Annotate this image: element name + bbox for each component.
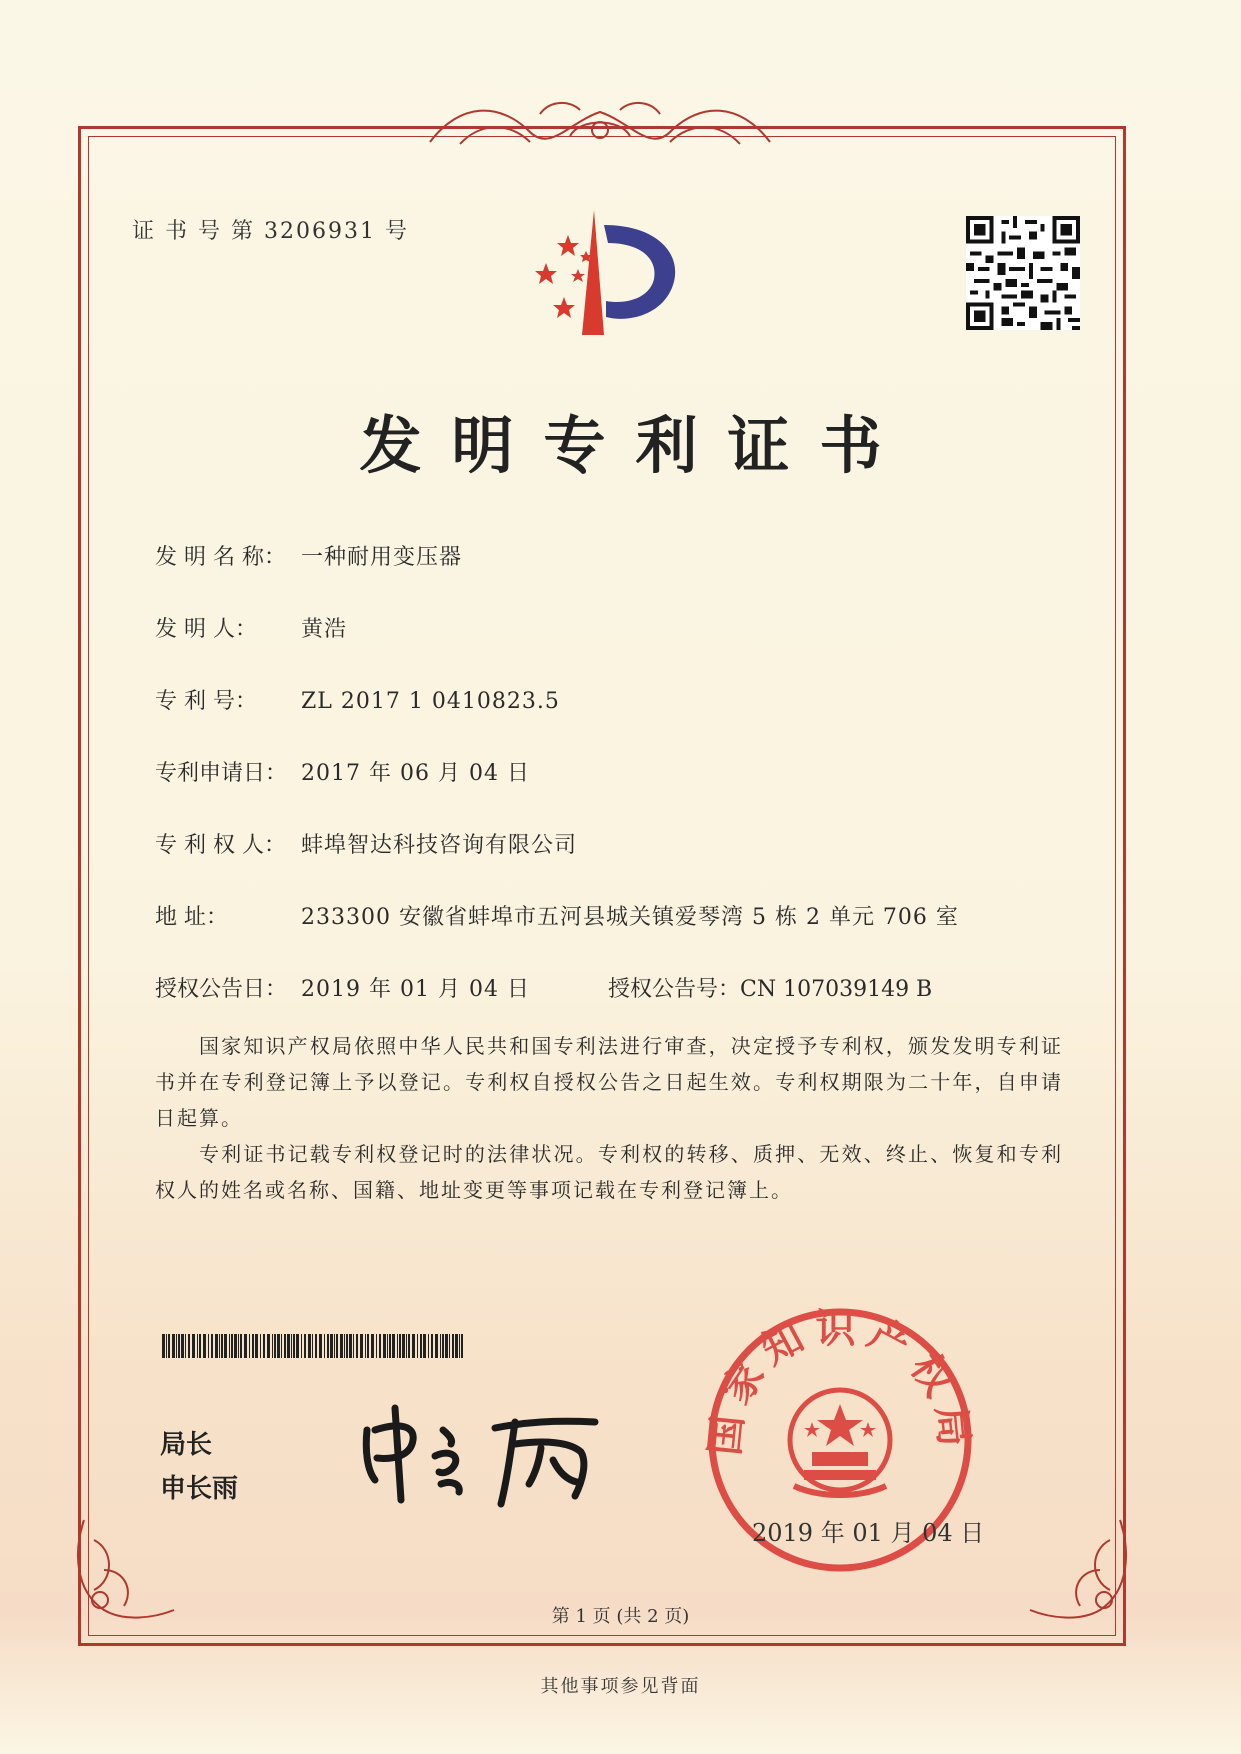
field-label: 发 明 人： (155, 617, 257, 642)
field-address (155, 900, 959, 931)
body-paragraph-1: 国家知识产权局依照中华人民共和国专利法进行审查，决定授予专利权，颁发发明专利证书并在专利登记簿上予以登记。专利权自授权公告之日起生效。专利权期限为二十年，自申请日起算。 (155, 1034, 1063, 1130)
field-patentee (155, 828, 577, 859)
seal-text: 国家知识产权局 (701, 1305, 979, 1458)
field-value: 233300 安徽省蚌埠市五河县城关镇爱琴湾 5 栋 2 单元 706 室 (301, 905, 959, 930)
field-value: 黄浩 (301, 617, 348, 642)
field-label: 专 利 号： (155, 689, 257, 714)
field-grant-date (155, 972, 530, 1003)
director-signature-icon (355, 1400, 615, 1510)
field-label: 专利申请日： (155, 761, 288, 786)
footer-note: 其他事项参见背面 (540, 1676, 701, 1697)
field-value: 一种耐用变压器 (301, 545, 463, 570)
field-inventor (155, 612, 347, 643)
director-title: 局长 (160, 1430, 213, 1460)
field-label: 授权公告号： (608, 977, 741, 1002)
field-patent-number (155, 684, 560, 715)
field-value: CN 107039149 B (740, 977, 933, 1002)
qr-code-icon (966, 216, 1080, 330)
field-invention-name (155, 540, 462, 571)
field-label: 发 明 名 称： (155, 545, 286, 570)
field-value: 2019 年 01 月 04 日 (301, 977, 530, 1002)
seal-date: 2019 年 01 月 04 日 (752, 1519, 985, 1547)
field-value: 蚌埠智达科技咨询有限公司 (301, 833, 578, 858)
body-paragraph-2: 专利证书记载专利权登记时的法律状况。专利权的转移、质押、无效、终止、恢复和专利权人的姓名或名称、国籍、地址变更等事项记载在专利登记簿上。 (155, 1142, 1063, 1202)
field-label: 地 址： (155, 905, 228, 930)
director-name: 申长雨 (160, 1474, 239, 1504)
barcode-icon (162, 1334, 464, 1358)
field-value: 2017 年 06 月 04 日 (301, 761, 530, 786)
page-number: 第 1 页 (共 2 页) (551, 1606, 690, 1627)
field-grant-number (608, 972, 932, 1003)
field-application-date (155, 756, 530, 787)
field-label: 专 利 权 人： (155, 833, 286, 858)
top-ornament-icon (420, 92, 780, 156)
field-value: ZL 2017 1 0410823.5 (301, 689, 560, 714)
field-label: 授权公告日： (155, 977, 288, 1002)
certificate-number: 证 书 号 第 3206931 号 (132, 219, 409, 244)
patent-office-emblem-icon (508, 205, 698, 345)
certificate-title: 发明专利证书 (359, 409, 912, 482)
